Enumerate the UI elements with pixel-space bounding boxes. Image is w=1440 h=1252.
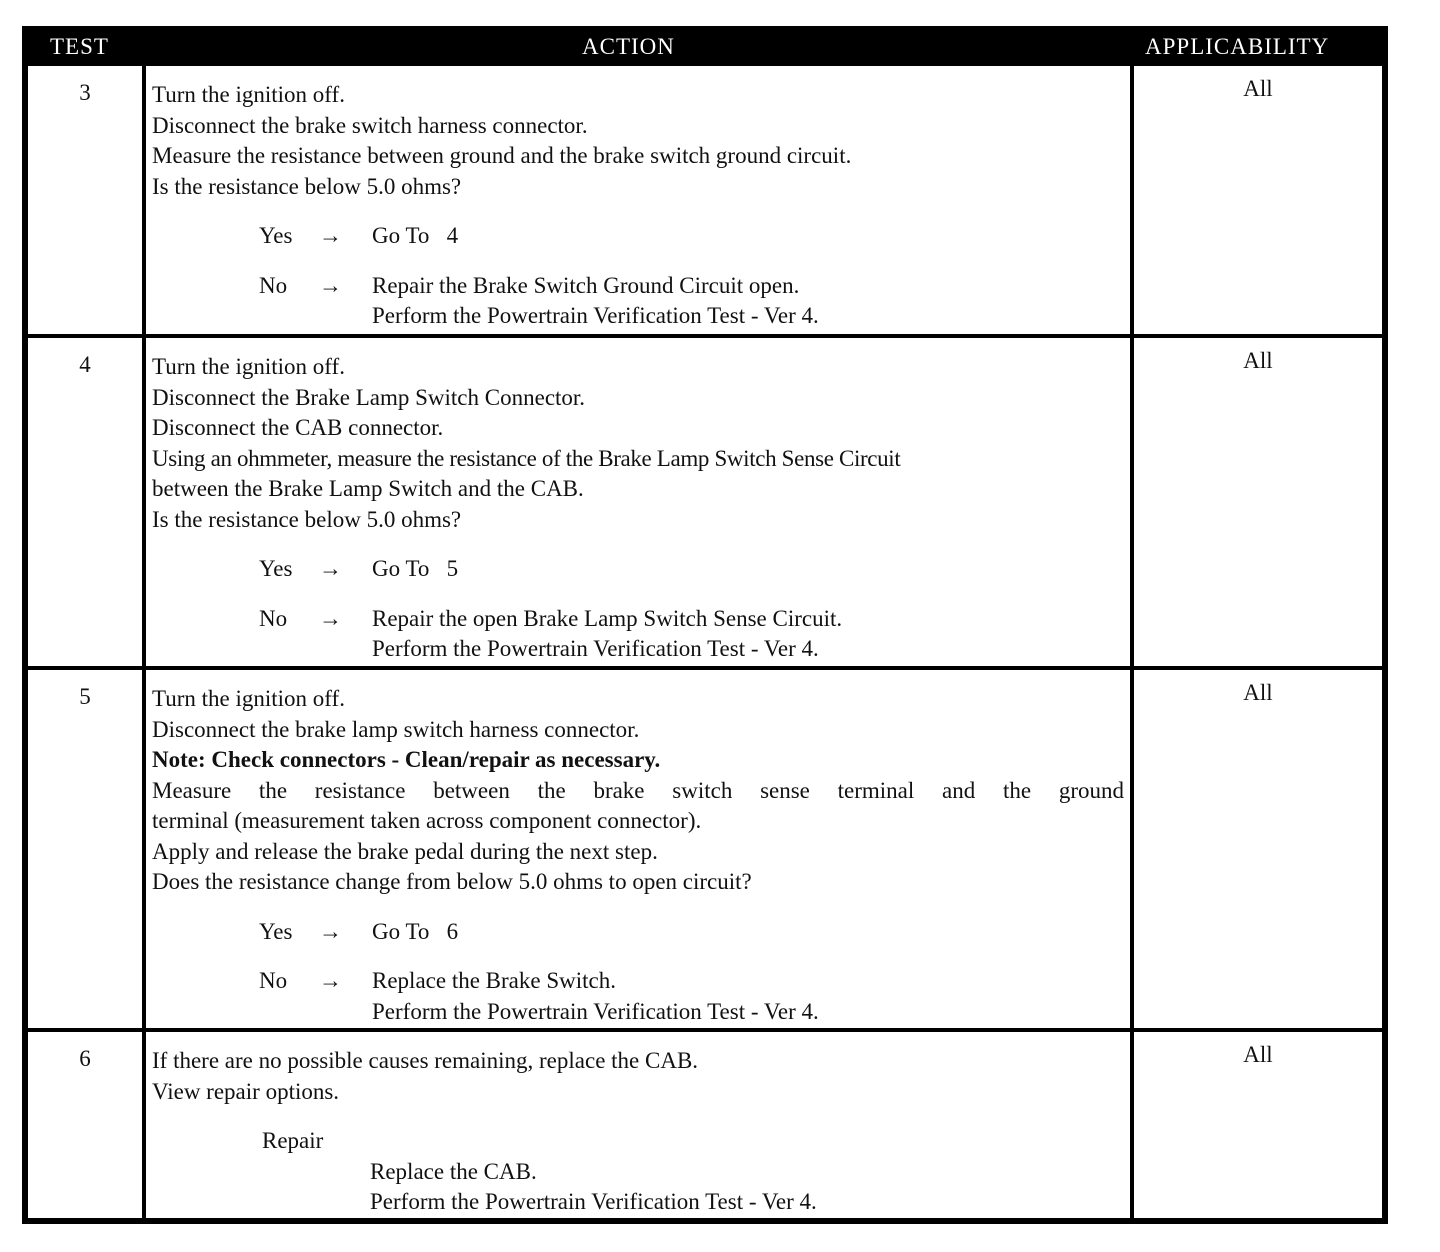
no-action: Perform the Powertrain Verification Test - Ver 4. [372,998,819,1024]
no-action: Repair the Brake Switch Ground Circuit open. [372,272,800,298]
action-note: Note: Check connectors - Clean/repair as necessary. [152,747,661,772]
yes-label: Yes [259,223,293,248]
arrow-right-icon: → [319,223,342,248]
no-result [152,271,1124,332]
action-step: Does the resistance change from below 5.0 ohms to open circuit? [152,869,752,894]
no-label: No [259,605,288,631]
action-step: between the Brake Lamp Switch and the CAB. [152,476,584,501]
applicability-cell [1134,1032,1382,1218]
header-action: ACTION [582,34,675,59]
yes-action: Go To 4 [372,223,459,248]
action-step: Apply and release the brake pedal during the next step. [152,838,658,864]
action-step: Measure the resistance between ground and the brake switch ground circuit. [152,143,852,168]
table-row [28,338,1382,666]
table-row [28,1032,1382,1218]
action-step: Disconnect the brake switch harness connector. [152,112,588,138]
no-label: No [259,272,288,298]
no-action: Replace the Brake Switch. [372,968,616,993]
action-step: Is the resistance below 5.0 ohms? [152,506,462,532]
arrow-right-icon: → [319,272,342,298]
action-cell [146,1032,1130,1218]
no-label: No [259,968,288,993]
applicability-cell [1134,670,1382,1028]
diagnostic-table [22,26,1388,1224]
action-step: terminal (measurement taken across component connector). [152,808,702,833]
action-step: Disconnect the Brake Lamp Switch Connector. [152,384,586,410]
yes-result [152,221,1124,252]
header-applicability: APPLICABILITY [1145,34,1330,59]
action-step: Disconnect the brake lamp switch harness connector. [152,716,640,742]
yes-action: Go To 5 [372,556,459,581]
no-action: Perform the Powertrain Verification Test - Ver 4. [372,303,819,328]
yes-action: Go To 6 [372,918,459,944]
action-step: Turn the ignition off. [152,354,345,379]
arrow-right-icon: → [319,556,342,581]
arrow-right-icon: → [319,918,342,944]
action-step: Measure the resistance between the brake switch sense terminal and the ground [152,777,1124,803]
action-step: Disconnect the CAB connector. [152,415,444,440]
action-step: Using an ohmmeter, measure the resistance of the Brake Lamp Switch Sense Circuit [152,445,901,471]
test-number: 6 [79,1046,91,1071]
table-header [22,26,1388,66]
test-cell [28,670,142,1028]
applicability-value: All [1243,1042,1273,1067]
no-action: Perform the Powertrain Verification Test - Ver 4. [372,636,819,661]
repair-action: Replace the CAB. [370,1158,537,1184]
action-step: Is the resistance below 5.0 ohms? [152,173,462,199]
no-action: Repair the open Brake Lamp Switch Sense Circuit. [372,605,843,631]
applicability-value: All [1243,76,1273,101]
yes-label: Yes [259,556,293,581]
action-cell [146,670,1130,1028]
table-row [28,66,1382,334]
applicability-value: All [1243,348,1273,373]
action-cell [146,66,1130,334]
action-step: Turn the ignition off. [152,686,345,711]
arrow-right-icon: → [319,605,342,631]
test-cell [28,66,142,334]
applicability-value: All [1243,680,1273,705]
yes-result [152,554,1124,585]
test-number: 3 [79,80,91,105]
test-number: 5 [79,684,91,709]
test-cell [28,338,142,666]
no-result [152,966,1124,1027]
no-result [152,604,1124,665]
table-row [28,670,1382,1028]
repair-label: Repair [262,1128,324,1153]
test-number: 4 [79,352,91,377]
arrow-right-icon: → [319,968,342,993]
action-cell [146,338,1130,666]
applicability-cell [1134,66,1382,334]
action-step: View repair options. [152,1078,340,1104]
header-test: TEST [50,34,109,59]
test-cell [28,1032,142,1218]
action-step: If there are no possible causes remaining, replace the CAB. [152,1048,699,1073]
action-step: Turn the ignition off. [152,82,345,107]
yes-label: Yes [259,918,293,944]
applicability-cell [1134,338,1382,666]
yes-result [152,917,1124,948]
repair-action: Perform the Powertrain Verification Test - Ver 4. [370,1189,817,1214]
